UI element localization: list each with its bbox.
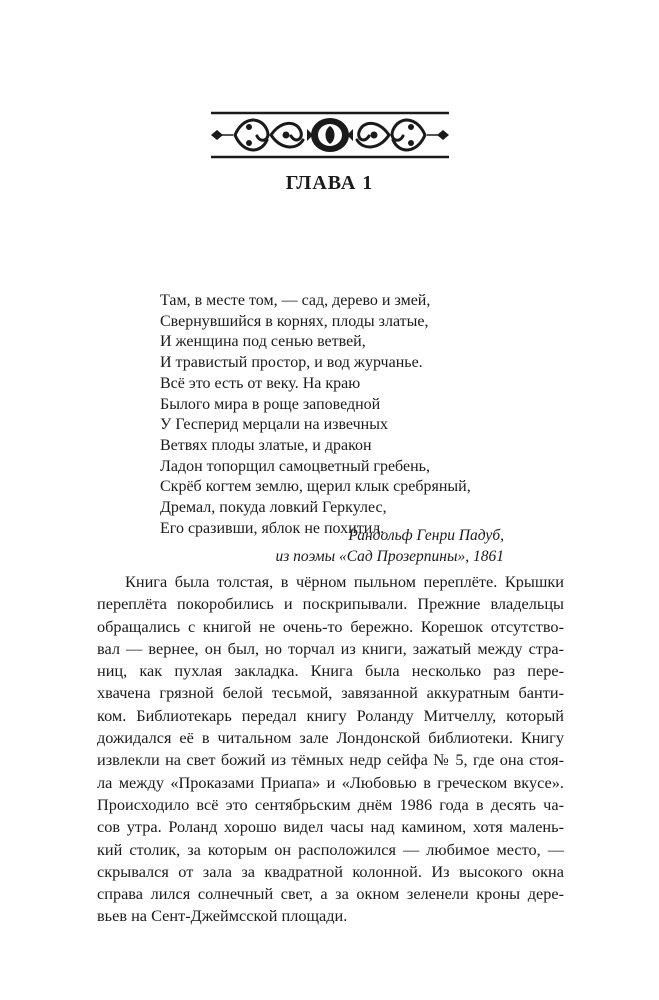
body-paragraph (97, 571, 564, 928)
poem-line: И женщина под сенью ветвей, (160, 333, 366, 351)
body-line: сов утра. Роланд хорошо видел часы над камином, хотя малень- (97, 817, 564, 837)
body-line: переплёта покоробились и поскрипывали. Прежние владельцы (97, 594, 564, 614)
epigraph-author: Рандольф Генри Падуб, (348, 527, 504, 544)
poem-line: Скрёб когтем землю, щерил клык сребряный, (160, 478, 471, 496)
body-line: Происходило всё это сентябрьским днём 1986 года в десять ча- (97, 794, 564, 814)
poem-line: Ладон топорщил самоцветный гребень, (160, 457, 430, 475)
poem-line: У Гесперид мерцали на извечных (160, 416, 388, 434)
body-line: скрывался от зала за квадратной колонной. Из высокого окна (97, 861, 564, 881)
body-line: Книга была толстая, в чёрном пыльном переплёте. Крышки (125, 572, 564, 591)
epigraph-attribution (276, 525, 505, 567)
body-line: ниц, как пухлая закладка. Книга была несколько раз пере- (97, 661, 564, 681)
chapter-title: ГЛАВА 1 (285, 172, 374, 194)
poem-line: Ветвях плоды златые, и дракон (160, 436, 372, 454)
body-line: обращались с книгой не очень-то бережно. Корешок отсутство- (97, 616, 564, 636)
epigraph-poem (160, 291, 505, 539)
body-line: вал — вернее, он был, но торчал из книги, зажатый между стра- (97, 638, 564, 658)
body-line: ла между «Проказами Приапа» и «Любовью в греческом вкусе». (97, 772, 564, 792)
body-line: справа лился солнечный свет, а за окном зеленели кроны дере- (97, 884, 564, 904)
body-line: ком. Библиотекарь передал книгу Роланду Митчеллу, который (97, 705, 564, 725)
body-line: хвачена грязной белой тесьмой, завязанной аккуратным банти- (97, 683, 564, 703)
poem-line: Там, в месте том, — сад, дерево и змей, (160, 292, 431, 309)
body-line: кий столик, за которым он расположился — любимое место, — (97, 839, 564, 859)
body-line: дожидался её в читальном зале Лондонской библиотеки. Книгу (97, 728, 564, 748)
poem-line: Былого мира в роще заповедной (160, 395, 381, 413)
poem-line: И травистый простор, и вод журчанье. (160, 354, 423, 372)
poem-line: Всё это есть от веку. На краю (160, 374, 361, 392)
chapter-ornament (209, 110, 451, 160)
body-line: извлекли на свет божий из тёмных недр сейфа № 5, где она стоя- (97, 750, 564, 770)
poem-line: Дремал, покуда ловкий Геркулес, (160, 499, 387, 517)
poem-line: Его сразивши, яблок не похитил. (160, 519, 385, 537)
body-line: вьев на Сент-Джеймсской площади. (97, 906, 348, 926)
epigraph-source: из поэмы «Сад Прозерпины», 1861 (275, 548, 504, 565)
poem-line: Свернувшийся в корнях, плоды златые, (160, 312, 429, 330)
